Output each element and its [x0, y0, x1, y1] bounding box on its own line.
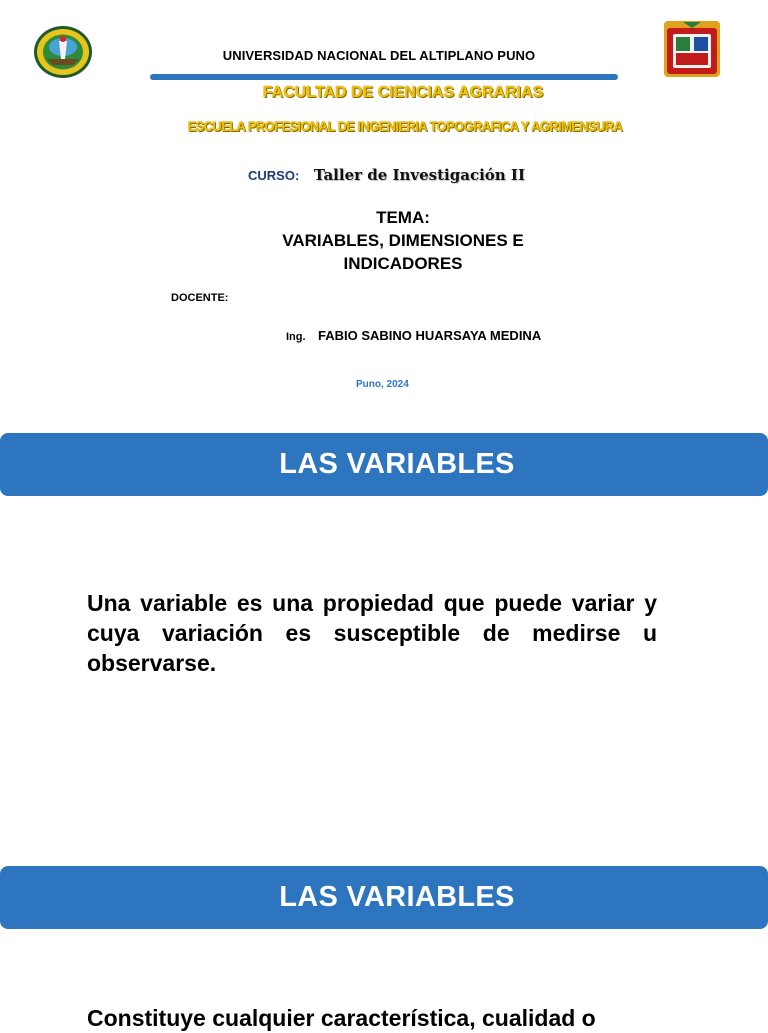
course-row: [248, 166, 525, 185]
topic-block: [0, 206, 768, 275]
slide-3-banner-title: LAS VARIABLES: [279, 881, 515, 913]
school-name: ESCUELA PROFESIONAL DE INGENIERIA TOPOGRAFICA Y AGRIMENSURA: [187, 118, 623, 134]
university-name: UNIVERSIDAD NACIONAL DEL ALTIPLANO PUNO: [222, 48, 536, 63]
slide-2-banner: [0, 433, 768, 496]
place-date: Puno, 2024: [356, 379, 409, 390]
header-divider: [150, 74, 618, 80]
faculty-seal-icon: [33, 25, 93, 79]
teacher-label: DOCENTE:: [171, 292, 229, 304]
topic-label: TEMA:: [376, 208, 430, 227]
faculty-name: FACULTAD DE CIENCIAS AGRARIAS: [262, 84, 544, 101]
topic-line-1: VARIABLES, DIMENSIONES E: [282, 231, 524, 250]
course-label: CURSO:: [248, 168, 300, 183]
university-crest-icon: [663, 20, 721, 78]
slide-2-banner-title: LAS VARIABLES: [279, 448, 515, 480]
slide-3-banner: [0, 866, 768, 929]
slide-3-text: Constituye cualquier característica, cualidad o: [87, 1005, 596, 1031]
teacher-title: Ing.: [286, 331, 306, 343]
title-slide: [0, 0, 768, 420]
slide-2-text: Una variable es una propiedad que puede variar y cuya variación es susceptible de medirse u observarse.: [87, 590, 657, 676]
topic-line-2: INDICADORES: [343, 254, 463, 273]
teacher-name: FABIO SABINO HUARSAYA MEDINA: [318, 328, 542, 343]
teacher-row: [286, 327, 541, 345]
course-name: Taller de Investigación II: [313, 166, 525, 184]
